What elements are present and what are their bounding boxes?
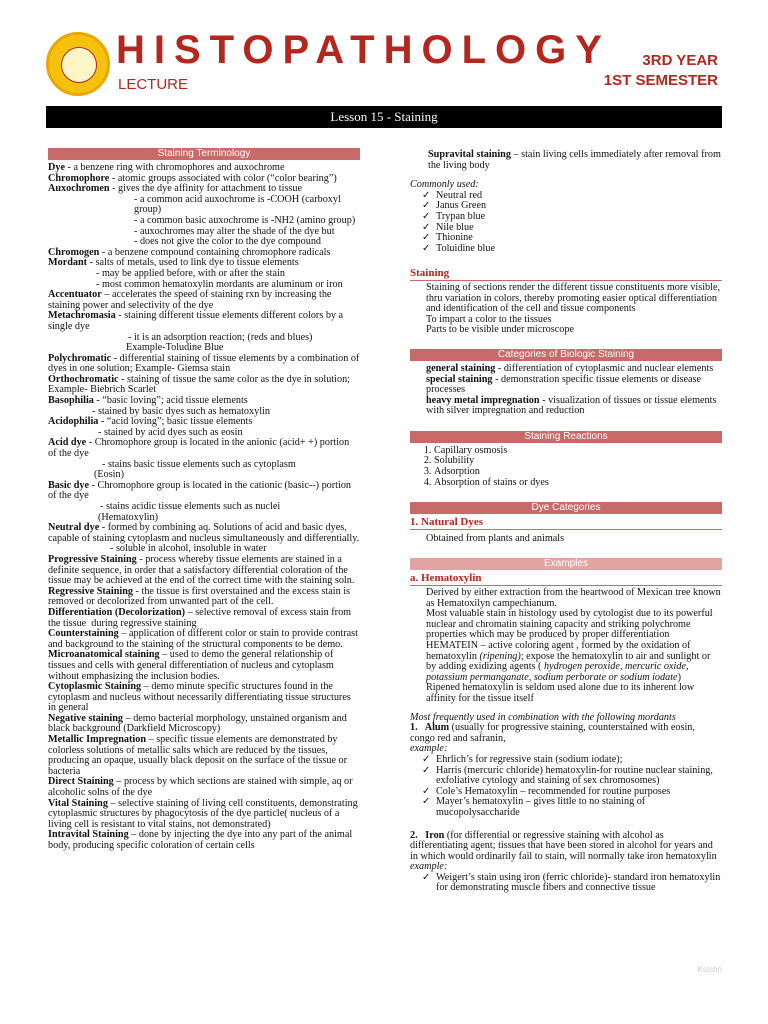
term-list <box>48 163 360 195</box>
alum-examples-list <box>410 755 722 819</box>
section-categories: Categories of Biologic Staining <box>410 349 722 361</box>
list-item: ✓ Mayer’s hematoxylin – gives little to no staining of mucopolysaccharide <box>436 797 722 818</box>
aux-sub-3: - auxochromes may alter the shade of the dye but <box>134 225 335 237</box>
commonly-used-label: Commonly used: <box>410 179 479 191</box>
term-item: Basophilia - “basic loving”; acid tissue elements <box>48 395 248 407</box>
list-item: ✓ Weigert’s stain using iron (ferric chloride)- standard iron hematoxylin for demonstrating muscle fibers and connective tissue <box>436 873 722 894</box>
section-staining-reactions: Staining Reactions <box>410 431 722 443</box>
staining-text-1: Staining of sections render the different tissue constituents more visible, thru variation in colors, thereby promoting easier optical differentiation and identification of the cell and tissue components <box>426 281 723 315</box>
list-item: 1. Capillary osmosis <box>434 446 722 457</box>
iron-item: 2. Iron (for differential or regressive staining with alcohol as differentiating agent; tissues that have been stored in alcohol for years and in which would ordinarily fail to stain, will normally take iron hematoxylin <box>410 829 717 862</box>
hema-para-3: HEMATEIN – active coloring agent , formed by the oxidation of hematoxylin (ripening); expose the hematoxylin to air and sunlight or by adding exidizing agents ( hydrogen peroxide, mercuric oxide, potassium permanganate, sodium perborate or sodium iodate) <box>426 640 713 683</box>
list-item: ✓ Harris (mercuric chloride) hematoxylin-for routine nuclear staining, exfoliative cytology and staining of sex chromosomes) <box>436 766 722 787</box>
reactions-list <box>410 446 722 488</box>
college-seal-logo <box>46 32 110 96</box>
term-item: Negative staining – demo bacterial morphology, unstained organism and black background (Darkfield Microscopy) <box>48 712 352 735</box>
year-label: 3RD YEAR <box>642 52 718 69</box>
acid-dye-sub-2: (Eosin) <box>94 469 124 481</box>
baso-sub: - stained by basic dyes such as hematoxylin <box>92 405 270 417</box>
category-item: special staining - demonstration specific tissue elements or disease processes <box>426 373 704 396</box>
watermark: Kstsbn <box>697 965 722 974</box>
list-item: 2. Solubility <box>434 456 722 467</box>
iron-examples-list <box>410 873 722 894</box>
term-item: Vital Staining – selective staining of living cell constituents, demonstrating cytoplasmic structures by phagocytosis of the dye particle( nucleus of a living cell is resistant to vital stains, not demonstrated) <box>48 797 361 830</box>
alum-item: 1. Alum (usually for progressive staining, counterstained with eosin, congo red and safranin, <box>410 722 698 744</box>
list-item: ✓ Ehrlich’s for regressive stain (sodium iodate); <box>436 755 722 766</box>
list-item: ✓ Cole’s Hematoxylin – recommended for routine purposes <box>436 787 722 798</box>
term-item: Accentuator – accelerates the speed of staining rxn by increasing the staining power and selectivity of the dye <box>48 289 334 311</box>
document-title: HISTOPATHOLOGY <box>116 28 611 72</box>
left-column <box>48 148 360 852</box>
term-list <box>48 248 360 269</box>
term-basic-dye: Basic dye - Chromophore group is located in the cationic (basic--) portion of the dye <box>48 479 354 502</box>
term-item: Counterstaining – application of different color or stain to provide contrast and background to the staining of the structural components to be demo. <box>48 628 361 650</box>
document-subtitle: LECTURE <box>118 76 189 93</box>
term-supravital: Supravital staining – stain living cells immediately after removal from the living body <box>428 149 724 171</box>
section-dye-categories: Dye Categories <box>410 502 722 514</box>
term-item: Mordant - salts of metals, used to link dye to tissue elements <box>48 257 299 269</box>
staining-text-2: To impart a color to the tissues <box>426 313 552 325</box>
term-item: Metallic Impregnation – specific tissue elements are demonstrated by colorless solutions of metallic salts which are reduced by the tissues, producing an opaque, usually black deposit on the surface of the tissue or bacteria <box>48 734 350 777</box>
section-examples: Examples <box>410 558 722 570</box>
list-item: ✓ Neutral red <box>436 191 722 202</box>
term-item: Polychromatic - differential staining of tissue elements by a combination of dyes in one solution; Example- Giemsa stain <box>48 352 362 375</box>
hema-para-2: Most valuable stain in histology used by cytologist due to its powerful nuclear and chromatin staining capacity and striking polychrome properties which may be produced by proper differentiation <box>426 608 716 641</box>
term-item: Regressive Staining - the tissue is first overstained and the excess stain is removed or decolorized from unwanted part of the cell. <box>48 585 353 608</box>
aux-sub-1: - a common acid auxochrome is -COOH (carboxyl group) <box>134 193 344 216</box>
iron-example-label: example: <box>410 861 448 873</box>
term-item: Intravital Staining – done by injecting the dye into any part of the animal body, producing specific coloration of certain cells <box>48 829 355 851</box>
meta-sub-2: Example-Toludine Blue <box>126 342 224 354</box>
term-acid-dye: Acid dye - Chromophore group is located in the anionic (acid+ +) portion of the dye <box>48 437 352 460</box>
list-item: 3. Adsorption <box>434 467 722 478</box>
acido-sub: - stained by acid dyes such as eosin <box>98 426 243 438</box>
acid-dye-sub-1: - stains basic tissue elements such as cytoplasm <box>102 458 296 470</box>
term-item: Progressive Staining - process whereby tissue elements are stained in a definite sequence, in order that a satisfactory differential coloration of the tissue may be achieved at the end of the correct time with the staining soln. <box>48 553 355 587</box>
hema-para-4: Ripened hematoxylin is seldom used alone due to its inherent low affinity for the tissue itself <box>426 682 697 704</box>
list-item: ✓ Thionine <box>436 233 722 244</box>
hema-para-1: Derived by either extraction from the heartwood of Mexican tree known as Hematoxilyn campechianum. <box>426 587 724 609</box>
term-neutral-dye: Neutral dye - formed by combining aq. Solutions of acid and basic dyes, capable of staining cytoplasm and nucleus simultaneously and differentially. <box>48 522 360 544</box>
term-item: Dye - a benzene ring with chromophores and auxochrome <box>48 162 285 173</box>
staining-text-3: Parts to be visible under microscope <box>426 324 574 336</box>
right-column <box>410 150 722 894</box>
semester-label: 1ST SEMESTER <box>603 72 718 89</box>
term-item: Differentiation (Decolorization) – selective removal of excess stain from the tissue during regressive staining <box>48 606 354 629</box>
common-dyes-list <box>410 191 722 255</box>
basic-dye-sub-1: - stains acidic tissue elements such as nuclei <box>100 501 281 512</box>
meta-sub-1: - it is an adsorption reaction; (reds and blues) <box>128 331 313 343</box>
basic-dye-sub-2: (Hematoxylin) <box>98 511 158 523</box>
term-list <box>48 354 360 407</box>
term-list <box>48 290 360 332</box>
term-item: Microanatomical staining – used to demo the general relationship of tissues and cells with general differentiation of nucleus and cytoplasm without emphasizing the inclusion bodies. <box>48 649 337 682</box>
term-item: Metachromasia - staining different tissue elements different colors by a single dye <box>48 310 346 332</box>
mordant-sub-2: - most common hematoxylin mordants are aluminum or iron <box>96 278 343 290</box>
categories-list <box>426 364 722 417</box>
list-item: ✓ Nile blue <box>436 223 722 234</box>
term-item: Cytoplasmic Staining – demo minute specific structures found in the cytoplasm and nucleus without necessarily differentiating tissue structures in general <box>48 681 354 714</box>
term-item: Chromophore - atomic groups associated with color (“color bearing”) <box>48 172 337 184</box>
lesson-title-bar: Lesson 15 - Staining <box>46 106 722 128</box>
term-item: Direct Staining – process by which sections are stained with simple, aq or alcoholic solns of the dye <box>48 776 356 799</box>
category-item: general staining - differentiation of cytoplasmic and nuclear elements <box>426 362 714 374</box>
aux-sub-4: - does not give the color to the dye compound <box>134 236 322 248</box>
alum-example-label: example: <box>410 743 448 755</box>
term-item: Auxochromen - gives the dye affinity for attachment to tissue <box>48 183 302 195</box>
heading-natural-dyes: 1. Natural Dyes <box>410 517 722 530</box>
microscope-icon <box>61 47 97 83</box>
list-item: 4. Absorption of stains or dyes <box>434 478 722 489</box>
list-item: ✓ Toluidine blue <box>436 244 722 255</box>
section-staining-terminology: Staining Terminology <box>48 148 360 160</box>
category-item: heavy metal impregnation - visualization of tissues or tissue elements with silver impregnation and reduction <box>426 394 719 417</box>
term-item: Chromogen - a benzene compound containing chromophore radicals <box>48 246 331 258</box>
heading-hematoxylin: a. Hematoxylin <box>410 573 722 586</box>
mordant-sub-1: - may be applied before, with or after the stain <box>96 267 285 279</box>
mordants-intro: Most frequently used in combination with the following mordants <box>410 711 676 723</box>
neutral-sub: - soluble in alcohol, insoluble in water <box>110 543 267 555</box>
heading-staining: Staining <box>410 268 722 281</box>
term-acidophilia: Acidophilia - “acid loving”; basic tissue elements <box>48 416 253 428</box>
aux-sub-2: - a common basic auxochrome is -NH2 (amino group) <box>134 214 356 226</box>
term-item: Orthochromatic - staining of tissue the same color as the dye in solution; Example- Biebrich Scarlet <box>48 373 353 396</box>
term-list <box>48 555 360 852</box>
list-item: ✓ Trypan blue <box>436 212 722 223</box>
natural-dyes-text: Obtained from plants and animals <box>426 532 565 544</box>
list-item: ✓ Janus Green <box>436 201 722 212</box>
